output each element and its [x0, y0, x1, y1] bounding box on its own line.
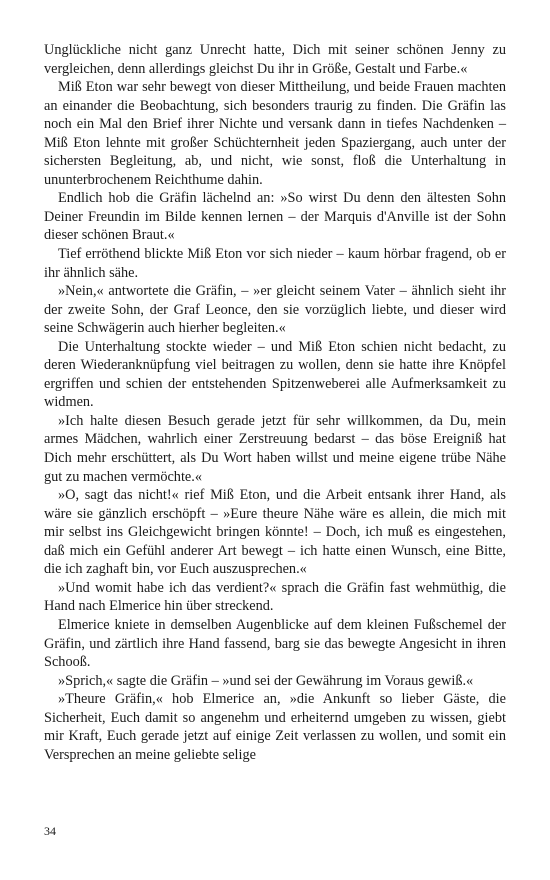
paragraph: Unglückliche nicht ganz Unrecht hatte, Dich mit seiner schönen Jenny zu vergleichen, denn allerdings gleichst Du ihr in Größe, Gestalt und Farbe.« [44, 42, 506, 77]
page-body [44, 41, 506, 764]
paragraph: Endlich hob die Gräfin lächelnd an: »So wirst Du denn den ältesten Sohn Deiner Freundin im Bilde kennen lernen – der Marquis d'Anville ist der Sohn dieser schönen Braut.« [44, 190, 506, 244]
paragraph: »Ich halte diesen Besuch gerade jetzt für sehr willkommen, da Du, mein armes Mädchen, wahrlich einer Zerstreuung bedarst – das böse Ereigniß hat Dich mehr erschüttert, als Du Wort haben willst und meine eigene trübe Nähe gut zu machen vermöchte.« [44, 412, 506, 485]
paragraph: »Theure Gräfin,« hob Elmerice an, »die Ankunft so lieber Gäste, die Sicherheit, Euch damit so angenehm und erheiternd umgeben zu wissen, giebt mir Kraft, Euch gerade jetzt auf einige Zeit verlassen zu wollen, und somit ein Versprechen an meine geliebte selige [44, 691, 506, 763]
paragraph: Die Unterhaltung stockte wieder – und Miß Eton schien nicht bedacht, zu deren Wiederanknüpfung viel beitragen zu wollen, denn sie hatte ihre Knöpfel ergriffen und schien der entstehenden Spitzenweberei alle Aufmerksamkeit zu widmen. [44, 338, 506, 411]
paragraph: »Und womit habe ich das verdient?« sprach die Gräfin fast wehmüthig, die Hand nach Elmerice hin über streckend. [44, 579, 506, 615]
paragraph: »Nein,« antwortete die Gräfin, – »er gleicht seinem Vater – ähnlich sieht ihr der zweite Sohn, der Graf Leonce, den sie vorzüglich liebte, und dieser wird seine Schwägerin auch hierher begleiten.« [44, 283, 506, 337]
body-text [44, 41, 506, 764]
paragraph: Miß Eton war sehr bewegt von dieser Mittheilung, und beide Frauen machten an einander die Beobachtung, sich besonders traurig zu finden. Die Gräfin las noch ein Mal den Brief ihrer Nichte und versank dann in tiefes Nachdenken – Miß Eton lehnte mit großer Schüchternheit jeden Spaziergang, auch unter der sichersten Begleitung, ab, und nicht, wie sonst, floß die Unterhaltung in ununterbrochenem Reichthume dahin. [44, 79, 506, 188]
paragraph: »Sprich,« sagte die Gräfin – »und sei der Gewährung im Voraus gewiß.« [58, 672, 474, 689]
paragraph: Tief erröthend blickte Miß Eton vor sich nieder – kaum hörbar fragend, ob er ihr ähnlich sähe. [44, 246, 506, 281]
paragraph: »O, sagt das nicht!« rief Miß Eton, und die Arbeit entsank ihrer Hand, als wäre sie gänzlich erschöpft – »Eure theure Nähe wäre es allein, die mich mit mir selbst ins Gleichgewicht bringen könnte! – Doch, ich muß es eingestehen, daß mich ein Gefühl anderer Art bewegt – ich hatte einen Wunsch, eine Bitte, die ich zaghaft bin, vor Euch auszusprechen.« [44, 487, 506, 578]
paragraph: Elmerice kniete in demselben Augenblicke auf dem kleinen Fußschemel der Gräfin, und zärtlich ihre Hand fassend, barg sie das bewegte Angesicht in ihren Schooß. [44, 616, 506, 671]
page-number: 34 [44, 824, 56, 838]
